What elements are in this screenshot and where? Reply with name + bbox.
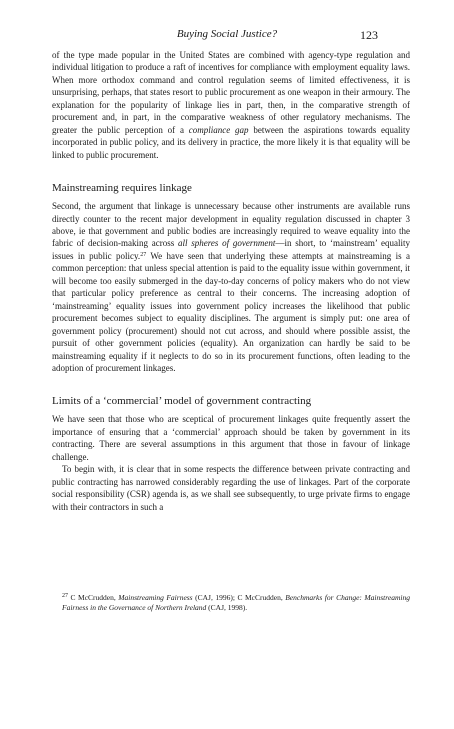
footnote — [62, 593, 410, 613]
footnote-ref: 27 — [62, 593, 68, 599]
italic-run: all — [177, 238, 188, 249]
section-heading-commercial-model: Limits of a ‘commercial’ model of government contracting — [52, 395, 312, 408]
italic-run: compliance gap — [188, 124, 249, 135]
italic-run: Benchmarks for Change: Mainstreaming Fairness in the Governance of Northern Ireland — [62, 593, 410, 612]
paragraph-commercial-csr — [52, 463, 410, 513]
section-heading-mainstreaming: Mainstreaming requires linkage — [52, 182, 192, 195]
text-run: C McCrudden, — [68, 593, 119, 602]
text-run: between the aspirations towards equality incorporated in public policy, and its delivery in practice, the more likely it is that equality will be linked to public procurement. — [52, 124, 411, 160]
paragraph-commercial-intro — [52, 413, 410, 463]
text-run: To begin with, it is clear that in some respects the difference between private contracting and public contracting has narrowed considerably regarding the use of linkages. Part of the corporate social responsibility (CSR) agenda is, as we shall see subsequently, to urge private firms to engage with their contractors in such a — [52, 464, 410, 512]
text-run: (CAJ, 1998). — [206, 603, 248, 612]
paragraph-mainstreaming — [52, 200, 410, 374]
text-run: of the type made popular in the United States are combined with agency-type regulation and individual litigation to produce a raft of incentives for compliance with employment equality laws. When more orthodox command and control regulation seems of limited effectiveness, it is unsurprising, perhaps, that states resort to public procurement as one weapon in their armoury. The explanation for the popularity of linkage lies in part, then, in the comparative strength of procurement and, in part, in the comparative weakness of other regulatory mechanisms. The greater the public perception of a — [52, 50, 410, 135]
text-run: We have seen that those who are sceptical of procurement linkages quite frequently assert the importance of ensuring that a ‘commercial’ approach should be taken by government in its contracting. There are several assumptions in this argument that those in favour of linkage challenge. — [52, 414, 410, 462]
running-header — [0, 28, 454, 42]
footnote-27 — [62, 593, 410, 613]
paragraph-continued — [52, 49, 410, 161]
running-title: Buying Social Justice? — [176, 28, 278, 40]
italic-run: Mainstreaming Fairness — [118, 593, 193, 602]
text-run: Second, the argument that linkage is unnecessary because other instruments are available runs directly counter to the recent major development in equality regulation discussed in chapter 3 above, ie that government and public bodies are increasingly required to weave equality into the fabric of decision-making across — [52, 201, 410, 249]
text-run: (CAJ, 1996); C McCrudden, — [192, 593, 286, 602]
footnote-ref: 27 — [140, 251, 147, 258]
text-run: —in short, to ‘mainstream’ equality issues in public policy. — [52, 238, 411, 261]
page-number: 123 — [360, 28, 378, 42]
text-run: We have seen that underlying these attempts at mainstreaming is a common perception: that unless special attention is paid to the equality issue within government, it will become too easily submerged in the day-to-day concerns of policy makers who do not view that particular policy preference as central to their concerns. The increasing adoption of ‘mainstreaming’ equality issues into government policy increases the likelihood that public procurement becomes subject to equality disciplines. The argument is simply put: one area of government policy (procurement) should not cut across, and should where possible assist, the pursuit of other government policies (equality). An organization can hardly be said to be mainstreaming equality if it neglects to do so in its procurement functions, often leading to the adoption of procurement linkages. — [52, 250, 410, 373]
page-body — [52, 49, 410, 513]
italic-run: spheres of government — [191, 238, 276, 249]
